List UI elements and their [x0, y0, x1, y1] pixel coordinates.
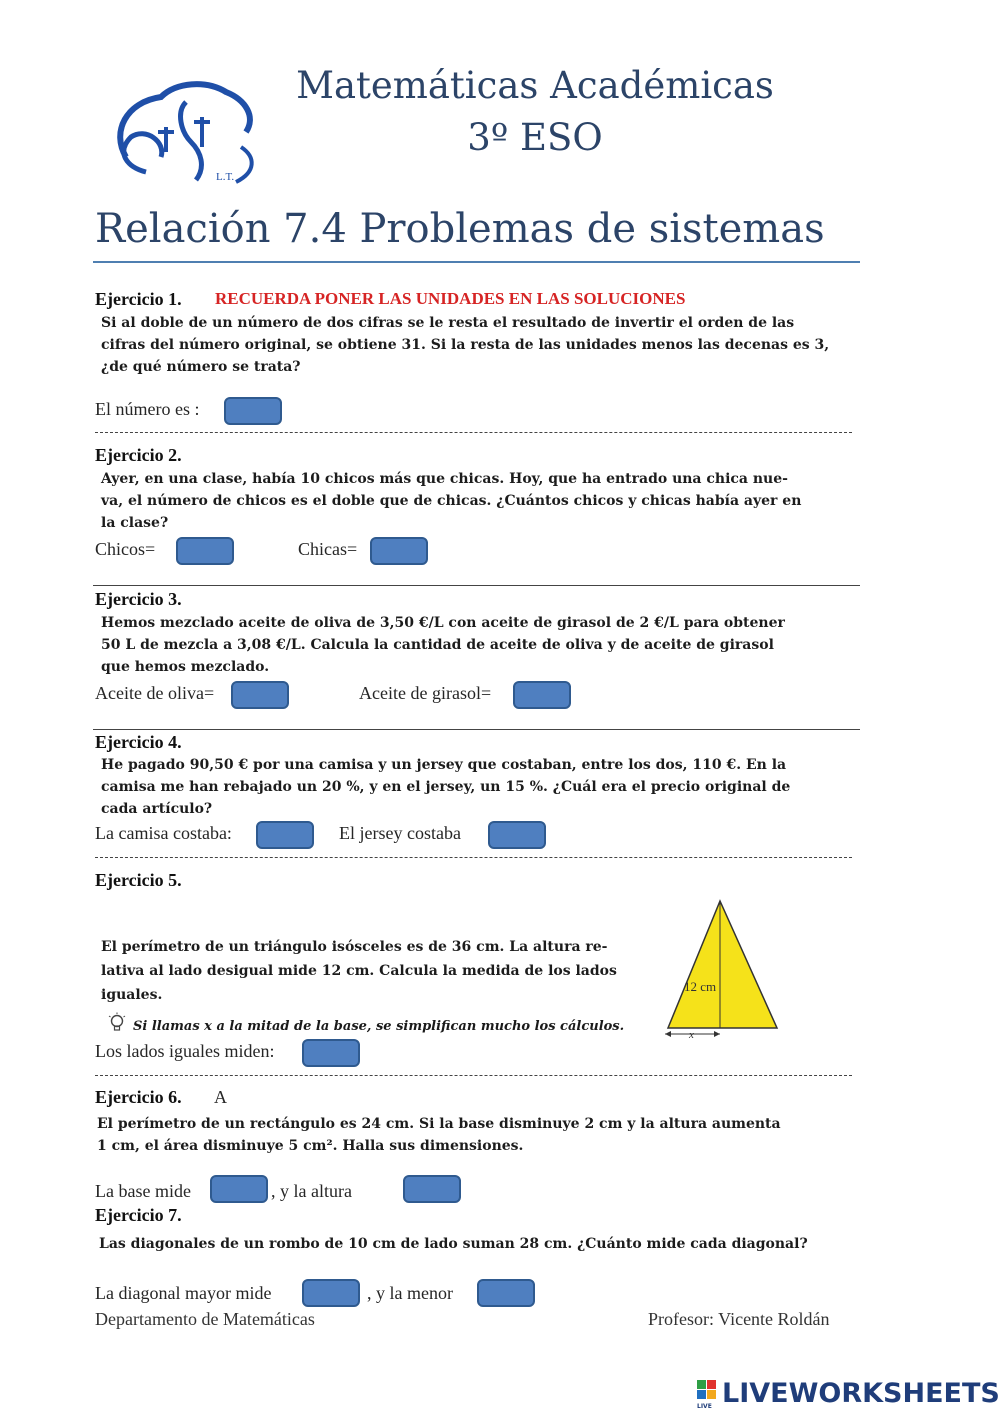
- title-divider: [93, 261, 860, 263]
- height-answer-label: , y la altura: [271, 1181, 352, 1201]
- shirt-label: La camisa costaba:: [95, 823, 232, 843]
- solid-separator: [93, 729, 860, 730]
- major-diagonal-label: La diagonal mayor mide: [95, 1283, 272, 1303]
- logo-initials: L.T.: [216, 171, 235, 183]
- equal-sides-answer-box[interactable]: [302, 1039, 360, 1067]
- base-label: La base mide: [95, 1181, 191, 1201]
- minor-diagonal-answer-box[interactable]: [477, 1279, 535, 1307]
- lightbulb-icon: [106, 1012, 128, 1039]
- number-label: El número es :: [95, 399, 200, 419]
- dashed-separator: [95, 432, 852, 433]
- teacher-footer: Profesor: Vicente Roldán: [648, 1309, 830, 1329]
- height-label: 12 cm: [684, 979, 717, 994]
- department-footer: Departamento de Matemáticas: [95, 1309, 315, 1329]
- exercise-7-title: Ejercicio 7.: [95, 1205, 182, 1225]
- girls-label: Chicas=: [298, 539, 358, 559]
- equal-sides-label: Los lados iguales miden:: [95, 1041, 275, 1061]
- number-answer-box[interactable]: [224, 397, 282, 425]
- school-logo: [106, 72, 266, 190]
- page-title: Matemáticas Académicas: [296, 64, 774, 107]
- olive-oil-answer-box[interactable]: [231, 681, 289, 709]
- exercise-2-line-1: Ayer, en una clase, había 10 chicos más que chicas. Hoy, que ha entrado una chica nue-: [101, 471, 788, 487]
- girls-answer-box[interactable]: [370, 537, 428, 565]
- exercise-3-title: Ejercicio 3.: [95, 589, 182, 609]
- exercise-3-line-2: 50 L de mezcla a 3,08 €/L. Calcula la cantidad de aceite de oliva y de aceite de girasol: [101, 637, 774, 653]
- sunflower-oil-answer-box[interactable]: [513, 681, 571, 709]
- exercise-1-title: Ejercicio 1.: [95, 289, 182, 309]
- exercise-5-title: Ejercicio 5.: [95, 870, 182, 890]
- major-diagonal-answer-box[interactable]: [302, 1279, 360, 1307]
- exercise-1-line-3: ¿de qué número se trata?: [101, 359, 301, 375]
- boys-label: Chicos=: [95, 539, 156, 559]
- hint-text: Si llamas x a la mitad de la base, se simplifican mucho los cálculos.: [133, 1019, 625, 1034]
- base-half-label: x: [689, 1029, 694, 1040]
- minor-diagonal-label: , y la menor: [367, 1283, 453, 1303]
- exercise-4-line-2: camisa me han rebajado un 20 %, y en el jersey, un 15 %. ¿Cuál era el precio original de: [101, 779, 791, 795]
- exercise-5-line-1: El perímetro de un triángulo isósceles es de 36 cm. La altura re-: [101, 939, 608, 955]
- sunflower-oil-label: Aceite de girasol=: [359, 683, 492, 703]
- isosceles-triangle-figure: [660, 895, 785, 1045]
- units-reminder: RECUERDA PONER LAS UNIDADES EN LAS SOLUCIONES: [215, 289, 686, 308]
- course-level: 3º ESO: [467, 116, 603, 159]
- dashed-separator: [95, 857, 852, 858]
- exercise-6-line-1: El perímetro de un rectángulo es 24 cm. Si la base disminuye 2 cm y la altura aumenta: [97, 1116, 781, 1132]
- exercise-2-line-2: va, el número de chicos es el doble que de chicas. ¿Cuántos chicos y chicas había ayer en: [101, 493, 802, 509]
- exercise-4-line-3: cada artículo?: [101, 801, 213, 817]
- exercise-2-line-3: la clase?: [101, 515, 169, 531]
- brand-name: LIVEWORKSHEETS: [722, 1378, 1000, 1409]
- exercise-3-line-3: que hemos mezclado.: [101, 659, 270, 675]
- worksheet-subtitle: Relación 7.4 Problemas de sistemas: [95, 206, 825, 252]
- exercise-5-line-3: iguales.: [101, 987, 163, 1003]
- height-answer-box[interactable]: [403, 1175, 461, 1203]
- sweater-label: El jersey costaba: [339, 823, 461, 843]
- sweater-answer-box[interactable]: [488, 821, 546, 849]
- solid-separator: [93, 585, 860, 586]
- exercise-5-line-2: lativa al lado desigual mide 12 cm. Calcula la medida de los lados: [101, 963, 617, 979]
- boys-answer-box[interactable]: [176, 537, 234, 565]
- exercise-1-line-2: cifras del número original, se obtiene 31. Si la resta de las unidades menos las decenas es 3,: [101, 337, 830, 353]
- brand-badge: LIVE: [697, 1403, 712, 1410]
- exercise-4-line-1: He pagado 90,50 € por una camisa y un jersey que costaban, entre los dos, 110 €. En la: [101, 757, 787, 773]
- exercise-3-line-1: Hemos mezclado aceite de oliva de 3,50 €/L con aceite de girasol de 2 €/L para obtener: [101, 615, 785, 631]
- exercise-6-title: Ejercicio 6.: [95, 1087, 182, 1107]
- shirt-answer-box[interactable]: [256, 821, 314, 849]
- exercise-1-line-1: Si al doble de un número de dos cifras se le resta el resultado de invertir el orden de las: [101, 315, 795, 331]
- dashed-separator: [95, 1075, 852, 1076]
- exercise-2-title: Ejercicio 2.: [95, 445, 182, 465]
- exercise-4-title: Ejercicio 4.: [95, 732, 182, 752]
- olive-oil-label: Aceite de oliva=: [95, 683, 215, 703]
- exercise-7-line-1: Las diagonales de un rombo de 10 cm de lado suman 28 cm. ¿Cuánto mide cada diagonal?: [99, 1236, 808, 1252]
- base-answer-box[interactable]: [210, 1175, 268, 1203]
- exercise-6-line-2: 1 cm, el área disminuye 5 cm². Halla sus dimensiones.: [97, 1138, 524, 1154]
- exercise-6-suffix: A: [214, 1087, 227, 1107]
